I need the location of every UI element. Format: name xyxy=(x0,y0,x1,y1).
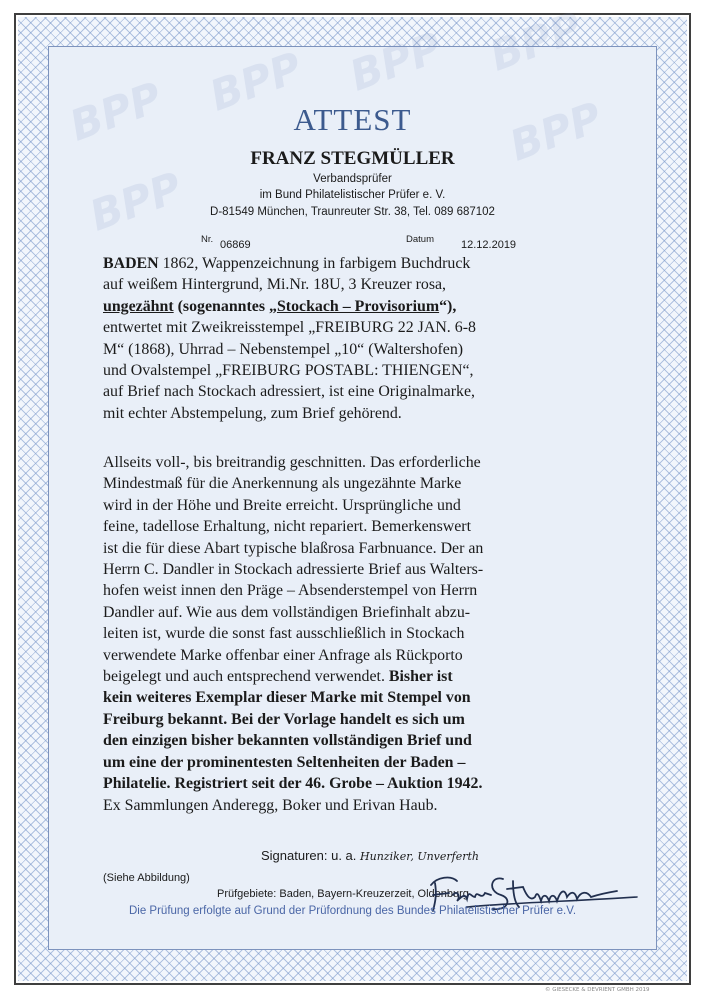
text-span: Stockach – Provisorium xyxy=(276,297,440,315)
examination-areas: Prüfgebiete: Baden, Bayern-Kreuzerzeit, Oldenburg xyxy=(217,888,469,900)
text-span: 1862, Wappenzeichnung in farbigem Buchdruck xyxy=(158,255,471,272)
text-line: mit echter Abstempelung, zum Brief gehörend. xyxy=(103,404,402,422)
issuer-name: FRANZ STEGMÜLLER xyxy=(250,148,455,169)
text-line: M“ (1868), Uhrrad – Nebenstempel „10“ (Waltershofen) xyxy=(103,340,464,358)
text-line xyxy=(103,666,599,687)
signatures-label: Signaturen: u. a. xyxy=(261,848,357,863)
text-line: Mindestmaß für die Anerkennung als ungezähnte Marke xyxy=(103,475,462,493)
text-span: ungezähnt xyxy=(103,297,174,315)
text-line xyxy=(103,296,599,317)
regulation-footer: Die Prüfung erfolgte auf Grund der Prüfordnung des Bundes Philatelistischer Prüfer e.V. xyxy=(128,905,577,917)
certificate-number-label: Nr. xyxy=(201,234,214,245)
watermark-text: BPP xyxy=(503,92,609,171)
text-span: beigelegt und auch entsprechend verwendet. xyxy=(103,668,389,686)
certificate-number: 06869 xyxy=(220,239,251,251)
text-line: auf weißem Hintergrund, Mi.Nr. 18U, 3 Kreuzer rosa, xyxy=(103,276,447,294)
text-line: ist die für diese Abart typische blaßrosa Farbnuance. Der an xyxy=(103,539,484,557)
watermark-text: BPP xyxy=(83,162,189,241)
text-line: verwendete Marke offenbar einer Anfrage als Rückporto xyxy=(103,646,463,664)
watermark-text: BPP xyxy=(483,2,589,81)
issuer-association: im Bund Philatelistischer Prüfer e. V. xyxy=(259,189,446,201)
text-line: Dandler auf. Wie aus dem vollständigen Briefinhalt abzu- xyxy=(103,603,471,621)
watermark-text: BPP xyxy=(343,22,449,101)
text-line: feine, tadellose Erhaltung, nicht repariert. Bemerkenswert xyxy=(103,518,471,536)
signature-names: Hunziker, Unverferth xyxy=(360,850,480,863)
text-line: Herrn C. Dandler in Stockach adressierte Brief aus Walters- xyxy=(103,561,484,579)
date-label: Datum xyxy=(406,234,434,245)
issuer-role: Verbandsprüfer xyxy=(313,173,392,185)
text-line: auf Brief nach Stockach adressiert, ist eine Originalmarke, xyxy=(103,383,475,401)
certificate-date: 12.12.2019 xyxy=(461,239,517,251)
text-line: entwertet mit Zweikreisstempel „FREIBURG 22 JAN. 6-8 xyxy=(103,319,476,337)
text-line: Philatelie. Registriert seit der 46. Grobe – Auktion 1942. xyxy=(103,775,483,793)
text-line: den einzigen bisher bekannten vollständigen Brief und xyxy=(103,732,472,750)
certificate-paper xyxy=(48,2,657,950)
text-line: leiten ist, wurde die sonst fast ausschließlich in Stockach xyxy=(103,625,465,643)
stamp-country: BADEN xyxy=(103,255,159,272)
text-line: Ex Sammlungen Anderegg, Boker und Erivan Haub. xyxy=(103,796,438,814)
text-line: Freiburg bekannt. Bei der Vorlage handelt es sich um xyxy=(103,710,465,728)
text-line xyxy=(103,253,599,274)
text-line: Allseits voll-, bis breitrandig geschnitten. Das erforderliche xyxy=(103,454,481,471)
condition-paragraph xyxy=(103,452,599,816)
watermark-text: BPP xyxy=(203,42,309,121)
text-line: kein weiteres Exemplar dieser Marke mit Stempel von xyxy=(103,689,471,707)
text-span: (sogenanntes „ xyxy=(173,297,277,315)
printer-imprint: © GIESECKE & DEVRIENT GMBH 2019 xyxy=(545,987,650,993)
text-line: und Ovalstempel „FREIBURG POSTABL: THIENGEN“, xyxy=(103,362,474,380)
text-span: Bisher ist xyxy=(388,668,453,686)
see-image-note: (Siehe Abbildung) xyxy=(103,872,190,884)
watermark-text: BPP xyxy=(63,72,169,151)
text-line: hofen weist innen den Präge – Absenderstempel von Herrn xyxy=(103,582,478,600)
description-paragraph xyxy=(103,253,599,424)
text-span: “), xyxy=(439,297,457,315)
issuer-address: D-81549 München, Traunreuter Str. 38, Tel. 089 687102 xyxy=(210,206,495,218)
text-line: wird in der Höhe und Breite erreicht. Ursprüngliche und xyxy=(103,496,461,514)
signatures-line xyxy=(261,848,479,863)
certificate-title: ATTEST xyxy=(293,102,412,137)
text-line: um eine der prominentesten Seltenheiten der Baden – xyxy=(103,753,466,771)
